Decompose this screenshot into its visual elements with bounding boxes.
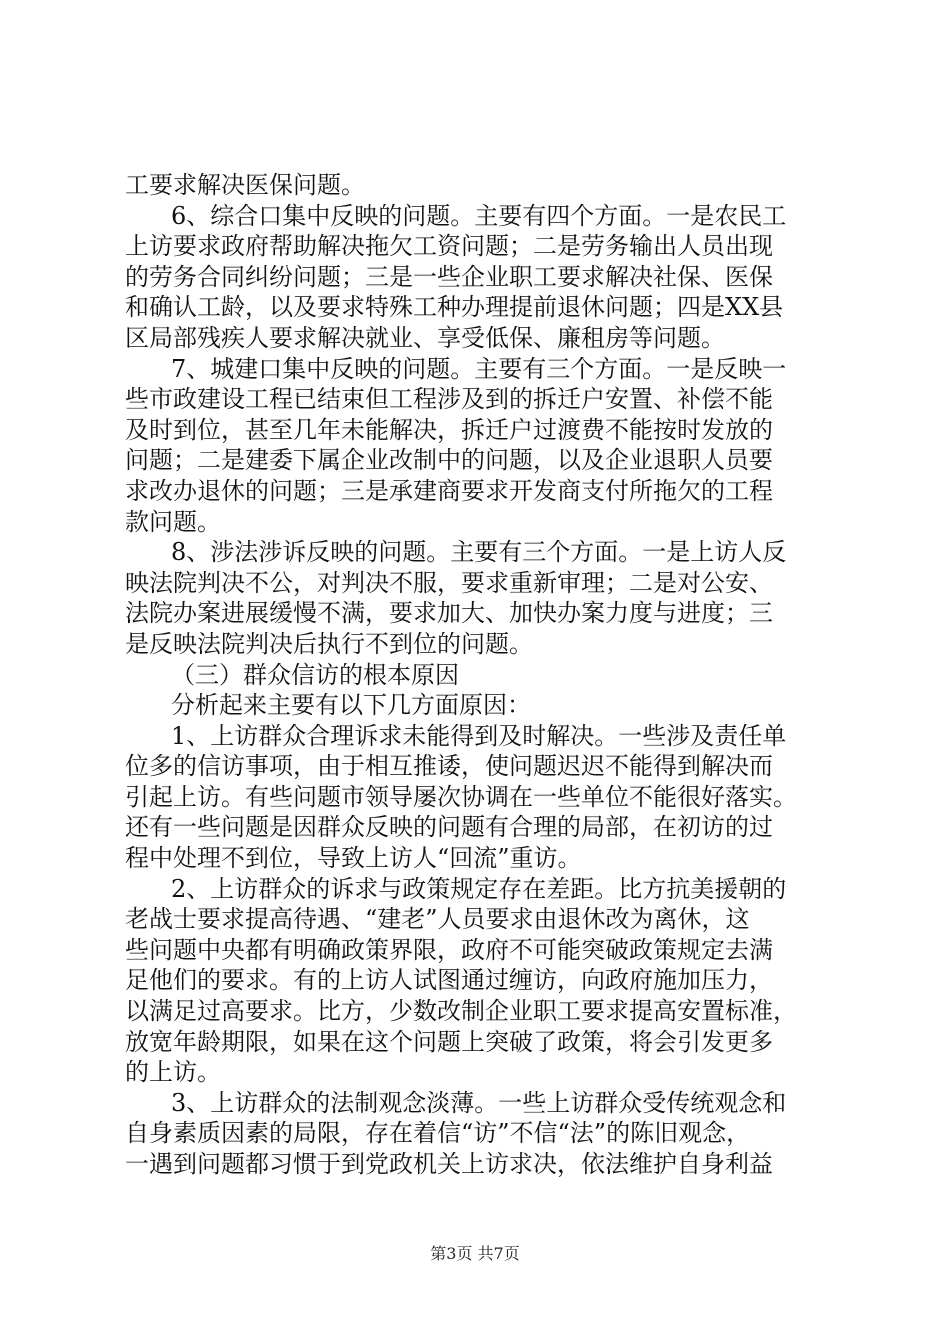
text-line: 以满足过高要求。比方，少数改制企业职工要求提高安置标准， — [125, 997, 797, 1026]
text-line: 些市政建设工程已结束但工程涉及到的拆迁户安置、补偿不能 — [125, 385, 773, 414]
text-line: （三）群众信访的根本原因 — [171, 660, 459, 689]
text-line: 和确认工龄，以及要求特殊工种办理提前退休问题；四是XX县 — [125, 293, 784, 322]
text-line: 区局部残疾人要求解决就业、享受低保、廉租房等问题。 — [125, 323, 725, 352]
text-line: 8、涉法涉诉反映的问题。主要有三个方面。一是上访人反 — [171, 538, 787, 567]
text-line: 一遇到问题都习惯于到党政机关上访求决，依法维护自身利益 — [125, 1150, 773, 1178]
text-line: 6、综合口集中反映的问题。主要有四个方面。一是农民工 — [171, 201, 787, 230]
text-line: 求改办退休的问题；三是承建商要求开发商支付所拖欠的工程 — [125, 476, 773, 505]
text-line: 上访要求政府帮助解决拖欠工资问题；二是劳务输出人员出现 — [125, 232, 773, 261]
text-line: 7、城建口集中反映的问题。主要有三个方面。一是反映一 — [171, 354, 787, 383]
text-line: 1、上访群众合理诉求未能得到及时解决。一些涉及责任单 — [171, 721, 787, 750]
text-line: 映法院判决不公，对判决不服，要求重新审理；二是对公安、 — [125, 568, 773, 597]
text-line: 款问题。 — [125, 507, 221, 536]
text-line: 分析起来主要有以下几方面原因： — [171, 691, 531, 720]
document-body — [125, 170, 837, 1180]
text-line: 老战士要求提高待遇、“建老”人员要求由退休改为离休，这 — [125, 905, 750, 934]
text-line: 问题；二是建委下属企业改制中的问题，以及企业退职人员要 — [125, 446, 773, 475]
text-line: 放宽年龄期限，如果在这个问题上突破了政策，将会引发更多 — [125, 1027, 773, 1056]
text-line: 法院办案进展缓慢不满，要求加大、加快办案力度与进度；三 — [125, 599, 773, 628]
text-line: 引起上访。有些问题市领导屡次协调在一些单位不能很好落实。 — [125, 782, 797, 811]
text-line: 3、上访群众的法制观念淡薄。一些上访群众受传统观念和 — [171, 1088, 787, 1117]
text-line: 工要求解决医保问题。 — [125, 171, 365, 199]
text-line: 是反映法院判决后执行不到位的问题。 — [125, 629, 533, 658]
text-line: 及时到位，甚至几年未能解决，拆迁户过渡费不能按时发放的 — [125, 415, 773, 444]
text-line: 自身素质因素的局限，存在着信“访”不信“法”的陈旧观念， — [125, 1119, 751, 1148]
text-line: 些问题中央都有明确政策界限，政府不可能突破政策规定去满 — [125, 935, 773, 964]
text-line: 的劳务合同纠纷问题；三是一些企业职工要求解决社保、医保 — [125, 262, 773, 291]
text-line: 程中处理不到位，导致上访人“回流”重访。 — [125, 844, 582, 873]
text-line: 的上访。 — [125, 1058, 221, 1087]
page-footer: 第3页 共7页 — [430, 1244, 520, 1263]
text-line: 位多的信访事项，由于相互推诿，使问题迟迟不能得到解决而 — [125, 752, 773, 781]
text-line: 2、上访群众的诉求与政策规定存在差距。比方抗美援朝的 — [171, 874, 787, 903]
text-line: 还有一些问题是因群众反映的问题有合理的局部，在初访的过 — [125, 813, 773, 842]
text-line: 足他们的要求。有的上访人试图通过缠访，向政府施加压力， — [125, 966, 773, 995]
